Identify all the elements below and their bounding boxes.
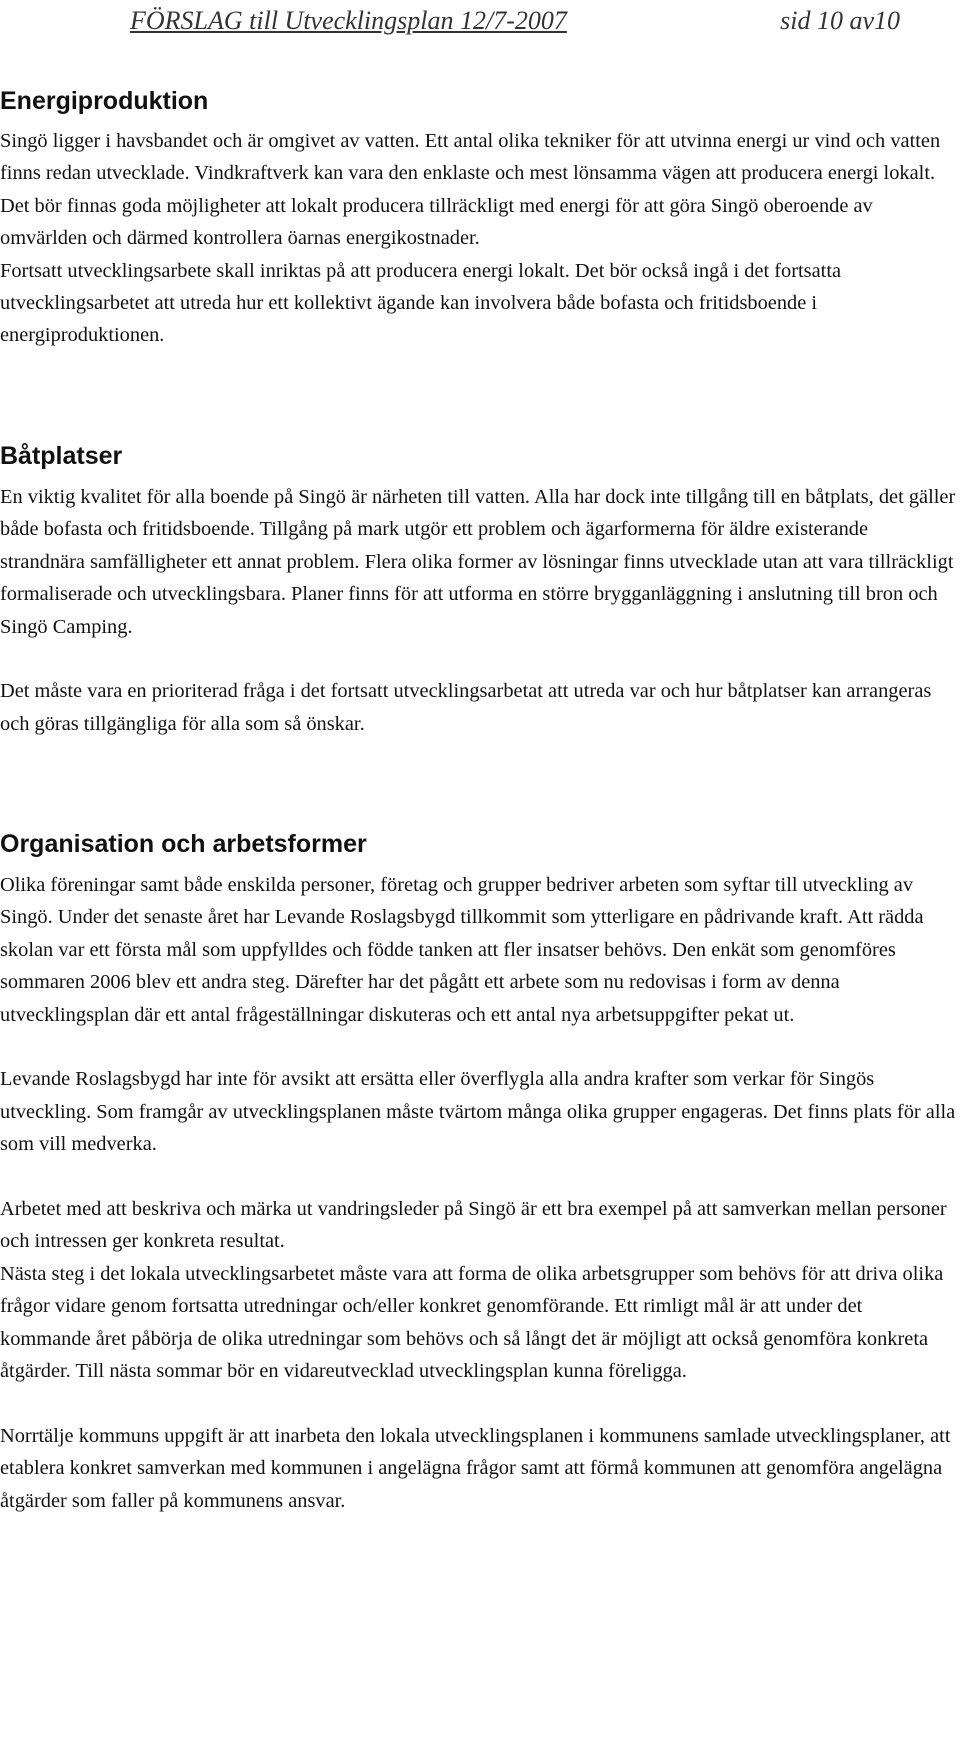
paragraph: En viktig kvalitet för alla boende på Singö är närheten till vatten. Alla har dock inte tillgång till en båtplats, det gäller både bofasta och fritidsboende. Tillgång på mark utgör ett problem och ägarformerna för äldre existerande strandnära samfälligheter ett annat problem. Flera olika former av lösningar finns utvecklade utan att vara tillräckligt formaliserade och utvecklingsbara. Planer finns för att utforma en större brygganläggning i anslutning till bron och Singö Camping. xyxy=(0,486,956,638)
paragraph-gap xyxy=(0,1387,958,1419)
section-energiproduktion xyxy=(0,86,958,352)
section-batplatser xyxy=(0,441,958,740)
paragraph: Olika föreningar samt både enskilda personer, företag och grupper bedriver arbeten som syftar till utveckling av Singö. Under det senaste året har Levande Roslagsbygd tillkommit som ytterligare en pådrivande kraft. Att rädda skolan var ett första mål som uppfylldes och födde tanken att fler insatser behövs. Den enkät som genomföres sommaren 2006 blev ett andra steg. Därefter har det pågått ett arbete som nu redovisas i form av denna utvecklingsplan där ett antal frågeställningar diskuteras och ett antal nya arbetsuppgifter pekat ut. xyxy=(0,874,924,1026)
document-title: FÖRSLAG till Utvecklingsplan 12/7-2007 xyxy=(130,6,567,35)
paragraph: Nästa steg i det lokala utvecklingsarbetet måste vara att forma de olika arbetsgrupper som behövs för att driva olika frågor vidare genom fortsatta utredningar och/eller konkret genomförande. Ett rimligt mål är att under det kommande året påbörja de olika utredningar som behövs och så långt det är möjligt att också genomföra konkreta åtgärder. Till nästa sommar bör en vidareutvecklad utvecklingsplan kunna föreligga. xyxy=(0,1262,944,1383)
paragraph-gap xyxy=(0,643,958,675)
paragraph-gap xyxy=(0,1161,958,1193)
section-heading: Organisation och arbetsformer xyxy=(0,830,367,858)
page-number: sid 10 av10 xyxy=(780,6,900,35)
section-heading: Energiproduktion xyxy=(0,87,209,115)
paragraph: Levande Roslagsbygd har inte för avsikt att ersätta eller överflygla alla andra krafter som verkar för Singös utveckling. Som framgår av utvecklingsplanen måste tvärtom många olika grupper engageras. Det finns plats för alla som vill medverka. xyxy=(0,1068,956,1156)
paragraph: Norrtälje kommuns uppgift är att inarbeta den lokala utvecklingsplanen i kommunens samlade utvecklingsplaner, att etablera konkret samverkan med kommunen i angelägna frågor samt att förmå kommunen att genomföra angelägna åtgärder som faller på kommunens ansvar. xyxy=(0,1424,951,1512)
paragraph: Singö ligger i havsbandet och är omgivet av vatten. Ett antal olika tekniker för att utvinna energi ur vind och vatten finns redan utvecklade. Vindkraftverk kan vara den enklaste och mest lönsamma vägen att producera energi lokalt. Det bör finnas goda möjligheter att lokalt producera tillräckligt med energi för att göra Singö oberoende av omvärlden och därmed kontrollera öarnas energikostnader. xyxy=(0,130,941,250)
paragraph-gap xyxy=(0,1031,958,1063)
section-organisation xyxy=(0,829,958,1517)
paragraph: Det måste vara en prioriterad fråga i det fortsatt utvecklingsarbetat att utreda var och hur båtplatser kan arrangeras och göras tillgängliga för alla som så önskar. xyxy=(0,680,932,735)
paragraph: Fortsatt utvecklingsarbete skall inriktas på att producera energi lokalt. Det bör också ingå i det fortsatta utvecklingsarbetet att utreda hur ett kollektivt ägande kan involvera både bofasta och fritidsboende i energiproduktionen. xyxy=(0,259,842,347)
section-heading: Båtplatser xyxy=(0,442,123,470)
paragraph: Arbetet med att beskriva och märka ut vandringsleder på Singö är ett bra exempel på att samverkan mellan personer och intressen ger konkreta resultat. xyxy=(0,1198,947,1253)
